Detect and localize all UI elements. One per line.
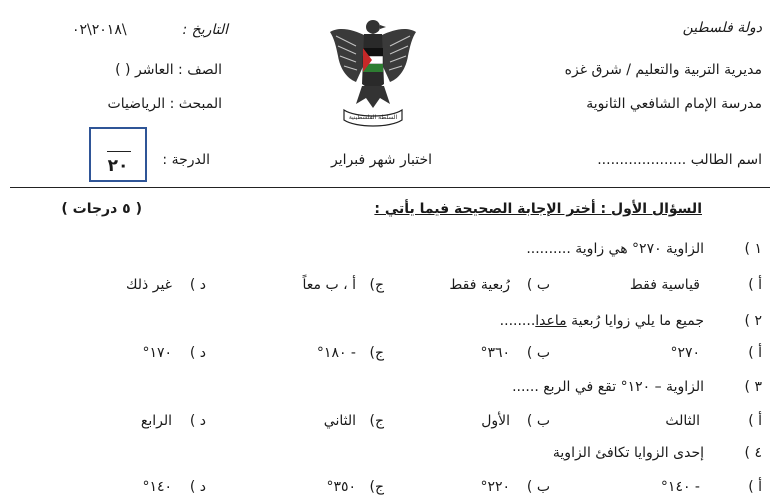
directorate-name: مديرية التربية والتعليم / شرق غزه [564, 62, 762, 78]
date-label: التاريخ : [182, 22, 228, 38]
option-text: غير ذلك [125, 277, 172, 293]
option-letter: أ ) [748, 479, 762, 495]
question-text: إحدى الزوايا تكافئ الزاوية [552, 445, 704, 461]
option-letter: أ ) [748, 413, 762, 429]
option-letter: أ ) [748, 345, 762, 361]
option-text: - ١٨٠° [316, 345, 356, 361]
option-letter: د ) [189, 345, 206, 361]
option-letter: ب ) [526, 277, 550, 293]
option-text: أ ، ب معاً [302, 277, 356, 293]
country-name: دولة فلسطين [682, 20, 762, 36]
option-text: الأول [481, 413, 510, 429]
option-text: ٣٦٠° [480, 345, 510, 361]
question-number: ٤ ) [744, 445, 762, 461]
option-letter: ب ) [526, 479, 550, 495]
option-text: الرابع [140, 413, 172, 429]
question-text: جميع ما يلي زوايا رُبعية ماعدا........ [499, 313, 704, 329]
option-letter: ج) [369, 413, 384, 429]
option-text: ١٤٠° [142, 479, 172, 495]
grade-box [89, 127, 147, 182]
option-text: ١٧٠° [142, 345, 172, 361]
option-letter: د ) [189, 413, 206, 429]
question-text: الزاوية – ١٢٠° تقع في الربع ...... [512, 379, 704, 395]
grade-fraction-line [107, 151, 131, 152]
option-text: ٣٥٠° [326, 479, 356, 495]
exam-title: اختبار شهر فبراير [331, 152, 432, 168]
option-text: رُبعية فقط [449, 277, 510, 293]
subject-label: المبحث : الرياضيات [107, 96, 222, 112]
option-text: - ١٤٠° [660, 479, 700, 495]
palestinian-eagle-emblem [326, 12, 420, 130]
option-text: الثالث [665, 413, 700, 429]
question-text: الزاوية ٢٧٠° هي زاوية .......... [526, 241, 704, 257]
emphasis-except: ماعدا [535, 313, 567, 329]
grade-total: ٢٠ [107, 156, 129, 176]
question-number: ٢ ) [744, 313, 762, 329]
date-value: ٢٠١٨\٠٢\ [72, 22, 127, 38]
emblem-caption: السلطة الفلسطينية [348, 114, 398, 121]
option-letter: ج) [369, 345, 384, 361]
question-number: ٣ ) [744, 379, 762, 395]
section-points: ( ٥ درجات ) [61, 201, 142, 217]
option-text: ٢٧٠° [670, 345, 700, 361]
grade-label: الدرجة : [162, 152, 210, 168]
school-name: مدرسة الإمام الشافعي الثانوية [586, 96, 762, 112]
option-letter: ج) [369, 479, 384, 495]
option-letter: أ ) [748, 277, 762, 293]
option-letter: د ) [189, 479, 206, 495]
option-letter: د ) [189, 277, 206, 293]
section-title: السؤال الأول : أختر الإجابة الصحيحة فيما يأتي : [374, 201, 702, 217]
option-text: قياسية فقط [629, 277, 700, 293]
option-letter: ب ) [526, 345, 550, 361]
option-text: الثاني [323, 413, 356, 429]
option-text: ٢٢٠° [480, 479, 510, 495]
option-letter: ب ) [526, 413, 550, 429]
student-name-field: اسم الطالب .................... [597, 152, 762, 168]
header-divider [10, 187, 770, 188]
option-letter: ج) [369, 277, 384, 293]
question-number: ١ ) [744, 241, 762, 257]
class-label: الصف : العاشر ( ) [115, 62, 222, 78]
